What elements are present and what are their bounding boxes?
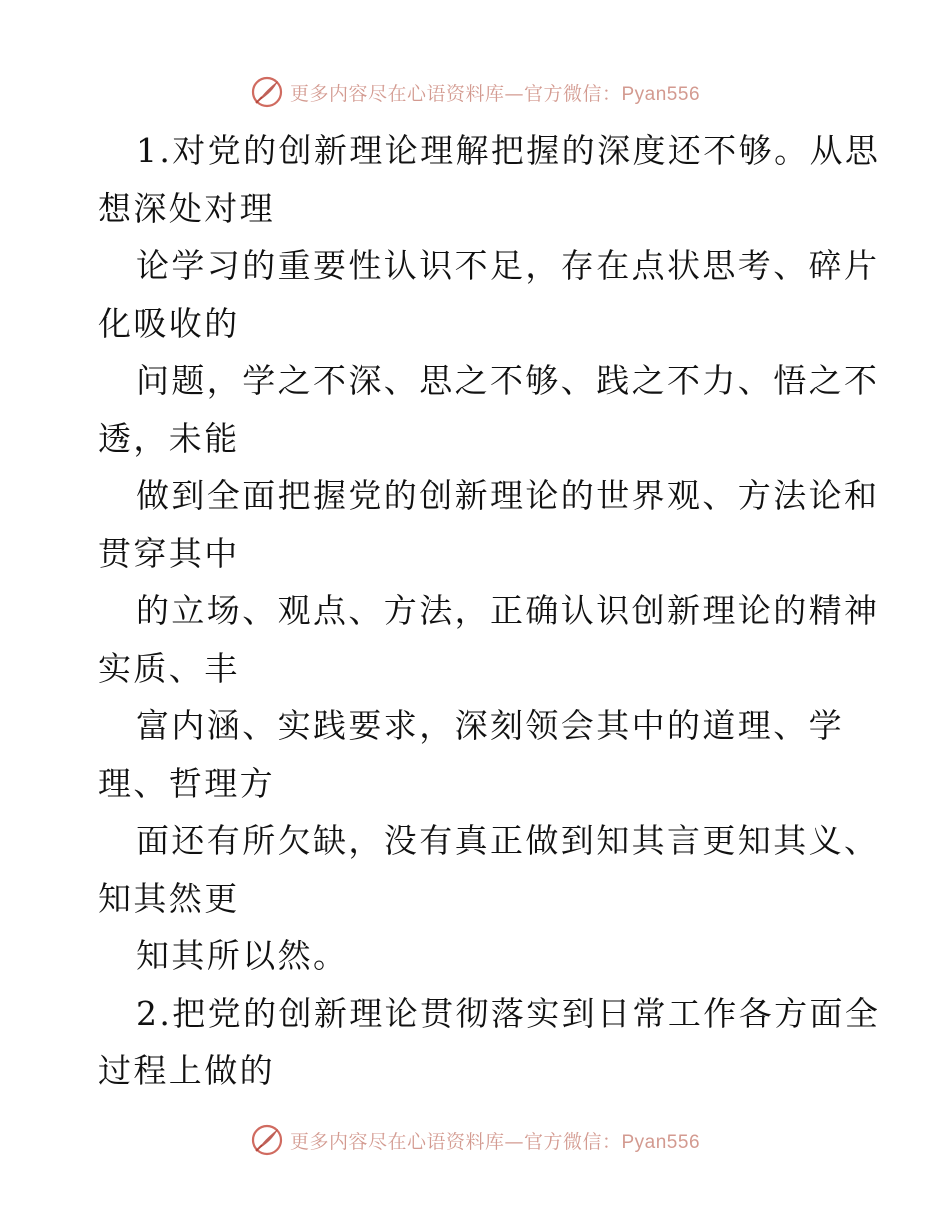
quill-logo-icon: [250, 75, 284, 109]
text-line: 知其然更: [98, 878, 240, 918]
text-line: 贯穿其中: [98, 533, 240, 573]
footer-watermark: [0, 1120, 950, 1160]
text-line: 面还有所欠缺，没有真正做到知其言更知其义、: [136, 821, 880, 860]
header-watermark: [0, 72, 950, 112]
text-line: 化吸收的: [98, 303, 240, 343]
text-line: 富内涵、实践要求，深刻领会其中的道理、学: [136, 706, 844, 745]
text-line: 想深处对理: [98, 188, 275, 228]
text-line: 做到全面把握党的创新理论的世界观、方法论和: [136, 476, 880, 515]
text-line: 的立场、观点、方法，正确认识创新理论的精神: [136, 591, 880, 630]
text-line: 过程上做的: [98, 1051, 275, 1090]
watermark-text: 更多内容尽在心语资料库—官方微信：Pyan556: [289, 1130, 701, 1153]
text-line: 论学习的重要性认识不足，存在点状思考、碎片: [136, 246, 880, 285]
text-line: 1.对党的创新理论理解把握的深度还不够。从思: [136, 131, 881, 170]
text-line: 理、哲理方: [98, 763, 275, 803]
watermark-text: 更多内容尽在心语资料库—官方微信：Pyan556: [289, 82, 701, 105]
text-line: 知其所以然。: [136, 936, 349, 975]
text-line: 问题，学之不深、思之不够、践之不力、悟之不: [136, 361, 880, 400]
text-line: 2.把党的创新理论贯彻落实到日常工作各方面全: [136, 993, 881, 1033]
quill-logo-icon: [250, 1123, 284, 1157]
text-line: 实质、丰: [98, 648, 240, 688]
document-body: [98, 122, 881, 1100]
text-line: 透，未能: [98, 418, 240, 458]
